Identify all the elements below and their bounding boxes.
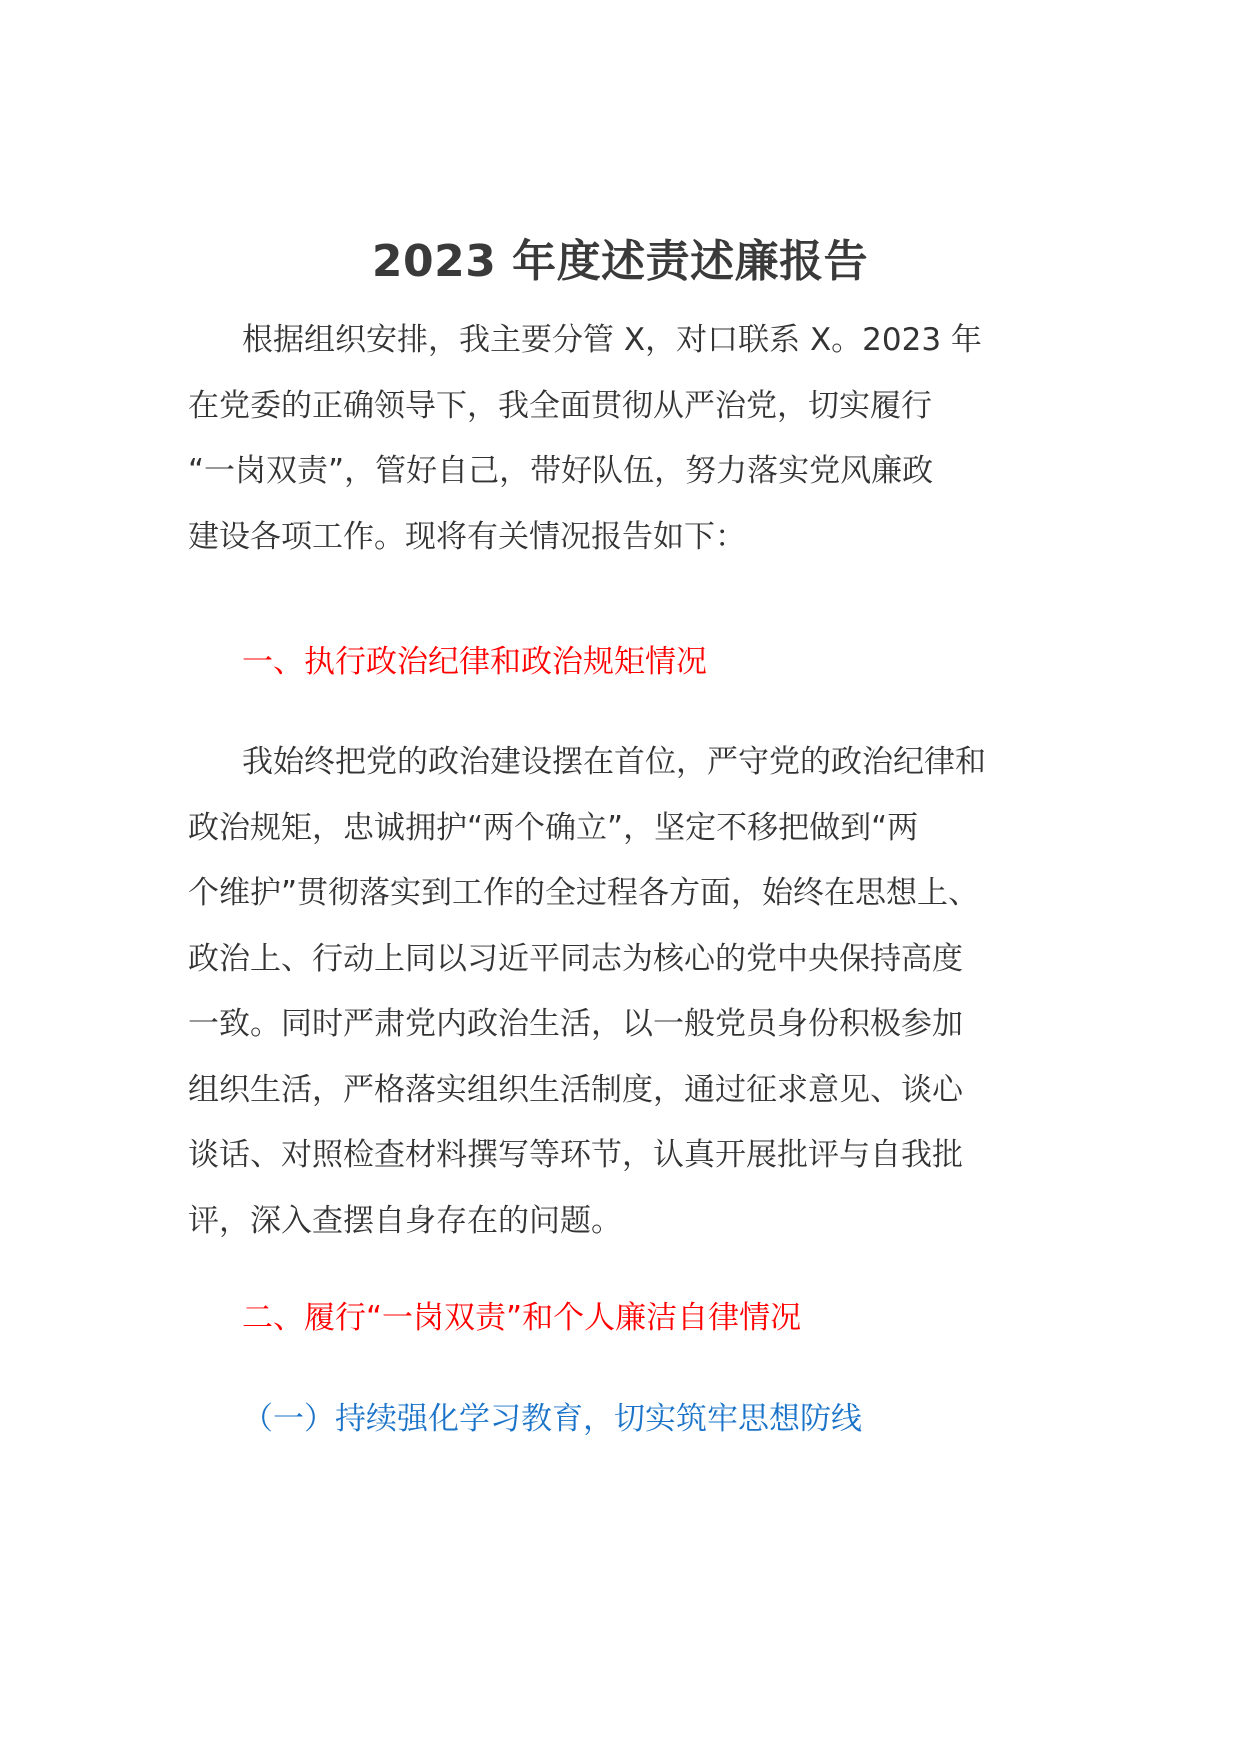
section1-line: 政治上、行动上同以习近平同志为核心的党中央保持高度 [188, 940, 963, 977]
section1-line: 我始终把党的政治建设摆在首位，严守党的政治纪律和 [242, 744, 986, 780]
subsection1-heading: （一）持续强化学习教育，切实筑牢思想防线 [242, 1401, 862, 1437]
section1-heading: 一、执行政治纪律和政治规矩情况 [242, 644, 707, 680]
section1-line: 组织生活，严格落实组织生活制度，通过征求意见、谈心 [188, 1071, 963, 1108]
intro-line: “一岗双责”，管好自己，带好队伍，努力落实党风廉政 [188, 453, 934, 489]
intro-line: 在党委的正确领导下，我全面贯彻从严治党，切实履行 [188, 387, 932, 424]
section1-line: 谈话、对照检查材料撰写等环节，认真开展批评与自我批 [188, 1137, 963, 1173]
section1-line: 一致。同时严肃党内政治生活，以一般党员身份积极参加 [188, 1006, 963, 1042]
document-title: 2023 年度述责述廉报告 [371, 236, 869, 287]
section2-heading: 二、履行“一岗双责”和个人廉洁自律情况 [242, 1300, 802, 1336]
section1-paragraph [188, 730, 1068, 1254]
intro-line: 建设各项工作。现将有关情况报告如下： [188, 518, 746, 555]
section1-line: 评，深入查摆自身存在的问题。 [188, 1202, 622, 1239]
intro-paragraph [188, 308, 1068, 570]
section1-line: 个维护”贯彻落实到工作的全过程各方面，始终在思想上、 [188, 875, 980, 911]
intro-line: 根据组织安排，我主要分管 X，对口联系 X。2023 年 [242, 322, 982, 358]
section1-line: 政治规矩，忠诚拥护“两个确立”，坚定不移把做到“两 [188, 809, 919, 846]
